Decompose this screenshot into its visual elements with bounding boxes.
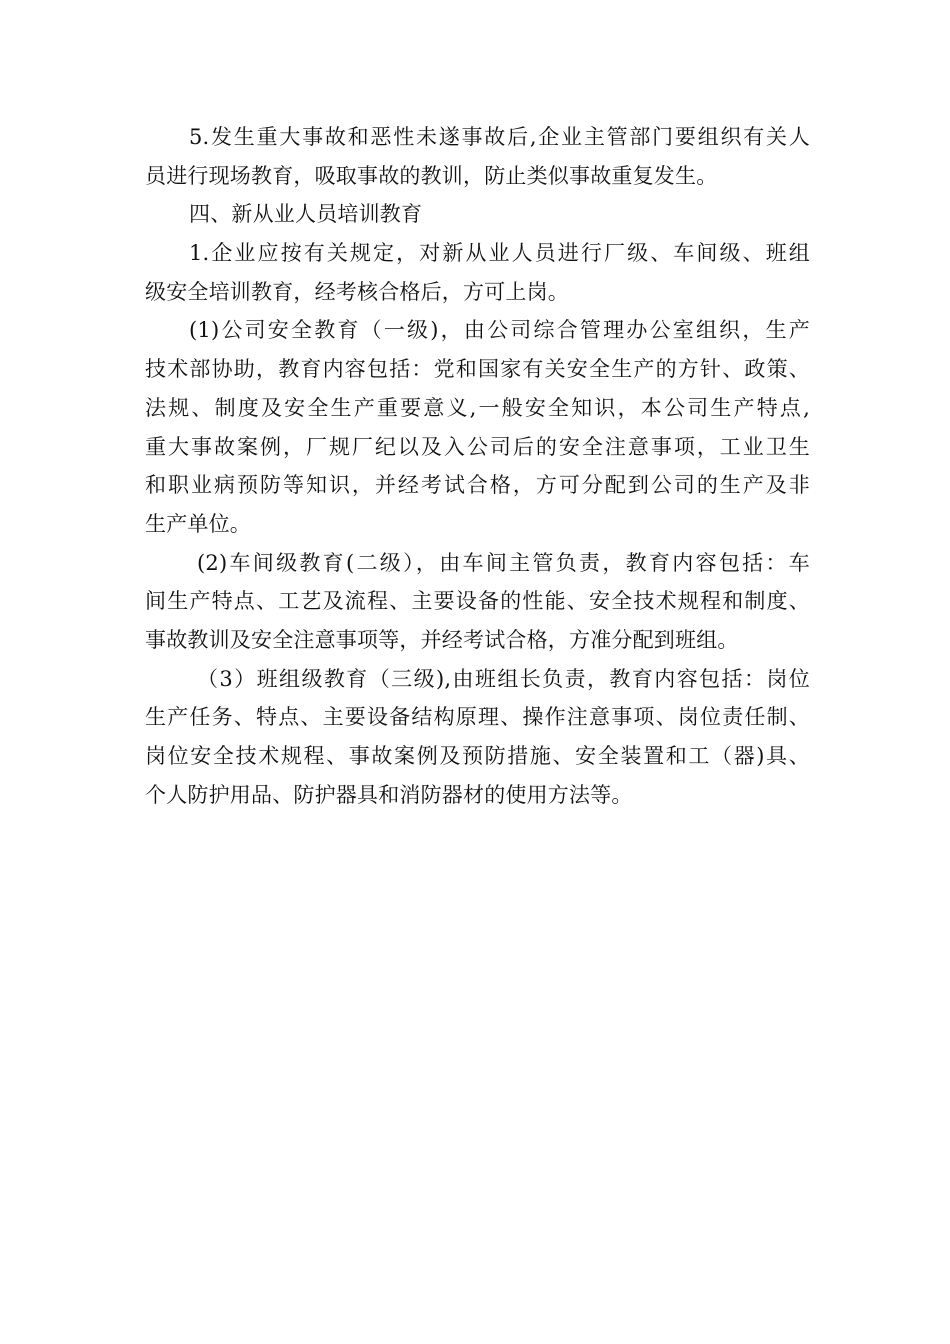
paragraph-level-one: [145, 311, 810, 543]
text-line: (2)车间级教育(二级），由车间主管负责，教育内容包括：车: [197, 550, 810, 575]
text-line: 岗位安全技术规程、事故案例及预防措施、安全装置和工（器)具、: [145, 744, 810, 768]
document-body: [145, 118, 810, 814]
text-line: 事故教训及安全注意事项等，并经考试合格，方准分配到班组。: [145, 627, 739, 652]
paragraph-accident-education: [145, 118, 810, 195]
text-line: 1.企业应按有关规定，对新从业人员进行厂级、车间级、班组: [189, 241, 810, 266]
text-line: 生产任务、特点、主要设备结构原理、操作注意事项、岗位责任制、: [145, 705, 810, 730]
text-line: 间生产特点、工艺及流程、主要设备的性能、安全技术规程和制度、: [145, 589, 810, 614]
text-line: 技术部协助，教育内容包括：党和国家有关安全生产的方针、政策、: [145, 357, 810, 382]
paragraph-level-two: [145, 544, 810, 660]
section-heading-text: 四、新从业人员培训教育: [189, 202, 423, 227]
text-line: （3）班组级教育（三级),由班组长负责，教育内容包括：岗位: [197, 666, 810, 691]
section-heading: [145, 195, 810, 234]
text-line: 重大事故案例，厂规厂纪以及入公司后的安全注意事项，工业卫生: [145, 434, 810, 459]
text-line: 个人防护用品、防护器具和消防器材的使用方法等。: [145, 782, 633, 807]
text-line: 法规、制度及安全生产重要意义,一般安全知识，本公司生产特点,: [145, 395, 810, 420]
text-line: 生产单位。: [145, 511, 251, 536]
text-line: 员进行现场教育，吸取事故的教训，防止类似事故重复发生。: [145, 163, 718, 188]
text-line: 5.发生重大事故和恶性未遂事故后,企业主管部门要组织有关人: [189, 125, 810, 149]
paragraph-new-employee-rule: [145, 234, 810, 311]
text-line: 和职业病预防等知识，并经考试合格，方可分配到公司的生产及非: [145, 473, 810, 498]
text-line: 级安全培训教育，经考核合格后，方可上岗。: [145, 279, 569, 304]
text-line: (1)公司安全教育（一级)，由公司综合管理办公室组织，生产: [189, 318, 810, 343]
paragraph-level-three: [145, 660, 810, 815]
